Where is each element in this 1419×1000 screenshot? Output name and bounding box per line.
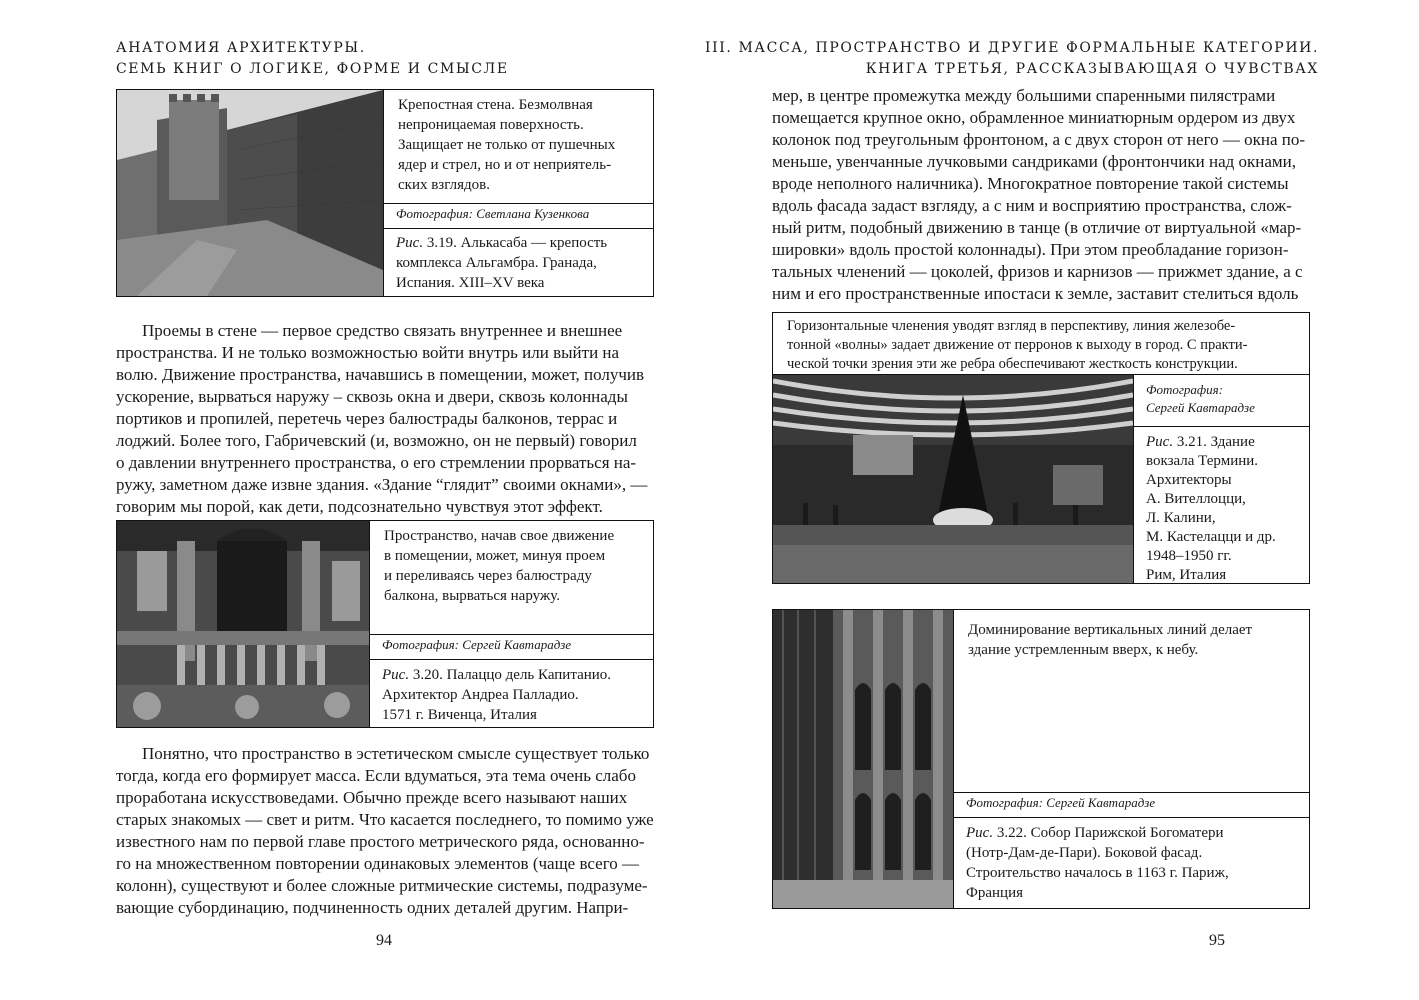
palazzo-capitanio-photo — [117, 521, 369, 727]
running-head-left: АНАТОМИЯ АРХИТЕКТУРЫ. СЕМЬ КНИГ О ЛОГИКЕ, ФОРМЕ И СМЫСЛЕ — [116, 40, 509, 77]
figure-3-21 — [772, 312, 1310, 584]
figure-3-22-caption: Рис. 3.22. Собор Парижской Богоматери (Нотр-Дам-де-Пари). Боковой фасад. Строительство началось в 1163 г. Париж, Франция — [966, 825, 1229, 901]
right-paragraph-1: мер, в центре промежутка между большими спаренными пилястрами помещается крупное окно, обрамленное миниатюрным ордером из двух колонок под треугольным фронтоном, а с двух сторон от него — окна по- меньше, увенчанные лучковыми сандриками (фронтончики над окнами, вроде неполного наличника). Многократное повторение такой системы вдоль фасада задаст взгляду, а с ним и восприятию пространства, слож- ный ритм, подобный движению в танце (в отличие от виртуальной «мар- шировки» вдоль простой колоннады). При этом преобладание горизон- тальных членений — цоколей, фризов и карнизов — прижмет здание, а с ним и его пространственные ипостаси к земле, заставит стелиться вдоль — [772, 86, 1306, 303]
figure-3-21-description: Горизонтальные членения уводят взгляд в перспективу, линия железобе- тонной «волны» задает движение от перронов к выходу в город. С практи- ческой точки зрения эти же ребра обеспечивают жесткость конструкции. — [773, 313, 1309, 375]
figure-3-19-photo-credit: Фотография: Светлана Кузенкова — [384, 203, 653, 229]
figure-3-20-photo-credit: Фотография: Сергей Кавтарадзе — [370, 634, 653, 660]
page-number-right: 95 — [1209, 932, 1225, 949]
left-page — [0, 0, 709, 1000]
figure-3-21-caption: Рис. 3.21. Здание вокзала Термини. Архитекторы А. Вителлоцци, Л. Калини, М. Кастелацци и др. 1948–1950 гг. Рим, Италия — [1146, 434, 1276, 583]
fortress-wall-photo — [117, 90, 383, 296]
figure-3-19 — [116, 89, 654, 297]
figure-3-20-captions — [369, 521, 653, 727]
running-head-right: III. МАССА, ПРОСТРАНСТВО И ДРУГИЕ ФОРМАЛЬНЫЕ КАТЕГОРИИ. КНИГА ТРЕТЬЯ, РАССКАЗЫВАЮЩАЯ О ЧУВСТВАХ — [705, 40, 1319, 77]
figure-3-20-caption: Рис. 3.20. Палаццо дель Капитанио. Архитектор Андреа Палладио. 1571 г. Виченца, Италия — [382, 667, 612, 723]
left-paragraph-2: Понятно, что пространство в эстетическом смысле существует только тогда, когда его формирует масса. Если вдуматься, эта тема очень слабо проработана искусствоведами. Обычно прежде всего называют наших старых знакомых — свет и ритм. Что касается последнего, то помимо уже известного нам по первой главе простого метрического ряда, основанно- го на множественном повторении одинаковых элементов (чаще всего — колонн), существуют и более сложные ритмические системы, подразуме- вающие субординацию, подчиненность одних деталей другим. Напри- — [116, 744, 654, 917]
figure-3-19-captions — [383, 90, 653, 296]
notre-dame-photo — [773, 610, 953, 908]
figure-3-22-description: Доминирование вертикальных линий делает здание устремленным вверх, к небу. — [968, 622, 1253, 658]
figure-3-22-photo-credit: Фотография: Сергей Кавтарадзе — [954, 792, 1309, 818]
figure-3-19-caption: Рис. 3.19. Алькасаба — крепость комплекса Альгамбра. Гранада, Испания. XIII–XV века — [396, 235, 608, 291]
left-paragraph-1: Проемы в стене — первое средство связать внутреннее и внешнее пространства. И не только возможностью войти внутрь или выйти на волю. Движение пространства, начавшись в помещении, может, получив ускорение, вырваться наружу – сквозь окна и двери, сквозь колоннады портиков и пропилей, перетечь через балюстрады балконов, террас и лоджий. Более того, Габричевский (и, возможно, он не первый) говорил о давлении внутреннего пространства, о его стремлении прорваться на- ружу, заметном даже извне здания. «Здание “глядит” своими окнами», — говорим мы порой, как дети, подсознательно чувствуя этот эффект. — [116, 321, 648, 516]
termini-station-photo — [773, 375, 1133, 583]
figure-3-21-captions — [1133, 375, 1309, 583]
figure-3-20-description: Пространство, начав свое движение в помещении, может, минуя проем и переливаясь через балюстраду балкона, вырваться наружу. — [384, 528, 615, 604]
page-number-left: 94 — [376, 932, 392, 949]
figure-3-21-photo-credit: Фотография: Сергей Кавтарадзе — [1134, 375, 1309, 427]
figure-3-22-captions — [953, 610, 1309, 908]
figure-3-20 — [116, 520, 654, 728]
figure-3-19-description: Крепостная стена. Безмолвная непроницаемая поверхность. Защищает не только от пушечных ядер и стрел, но и от неприятель- ских взглядов. — [398, 97, 616, 193]
right-page — [705, 0, 1419, 1000]
figure-3-22 — [772, 609, 1310, 909]
